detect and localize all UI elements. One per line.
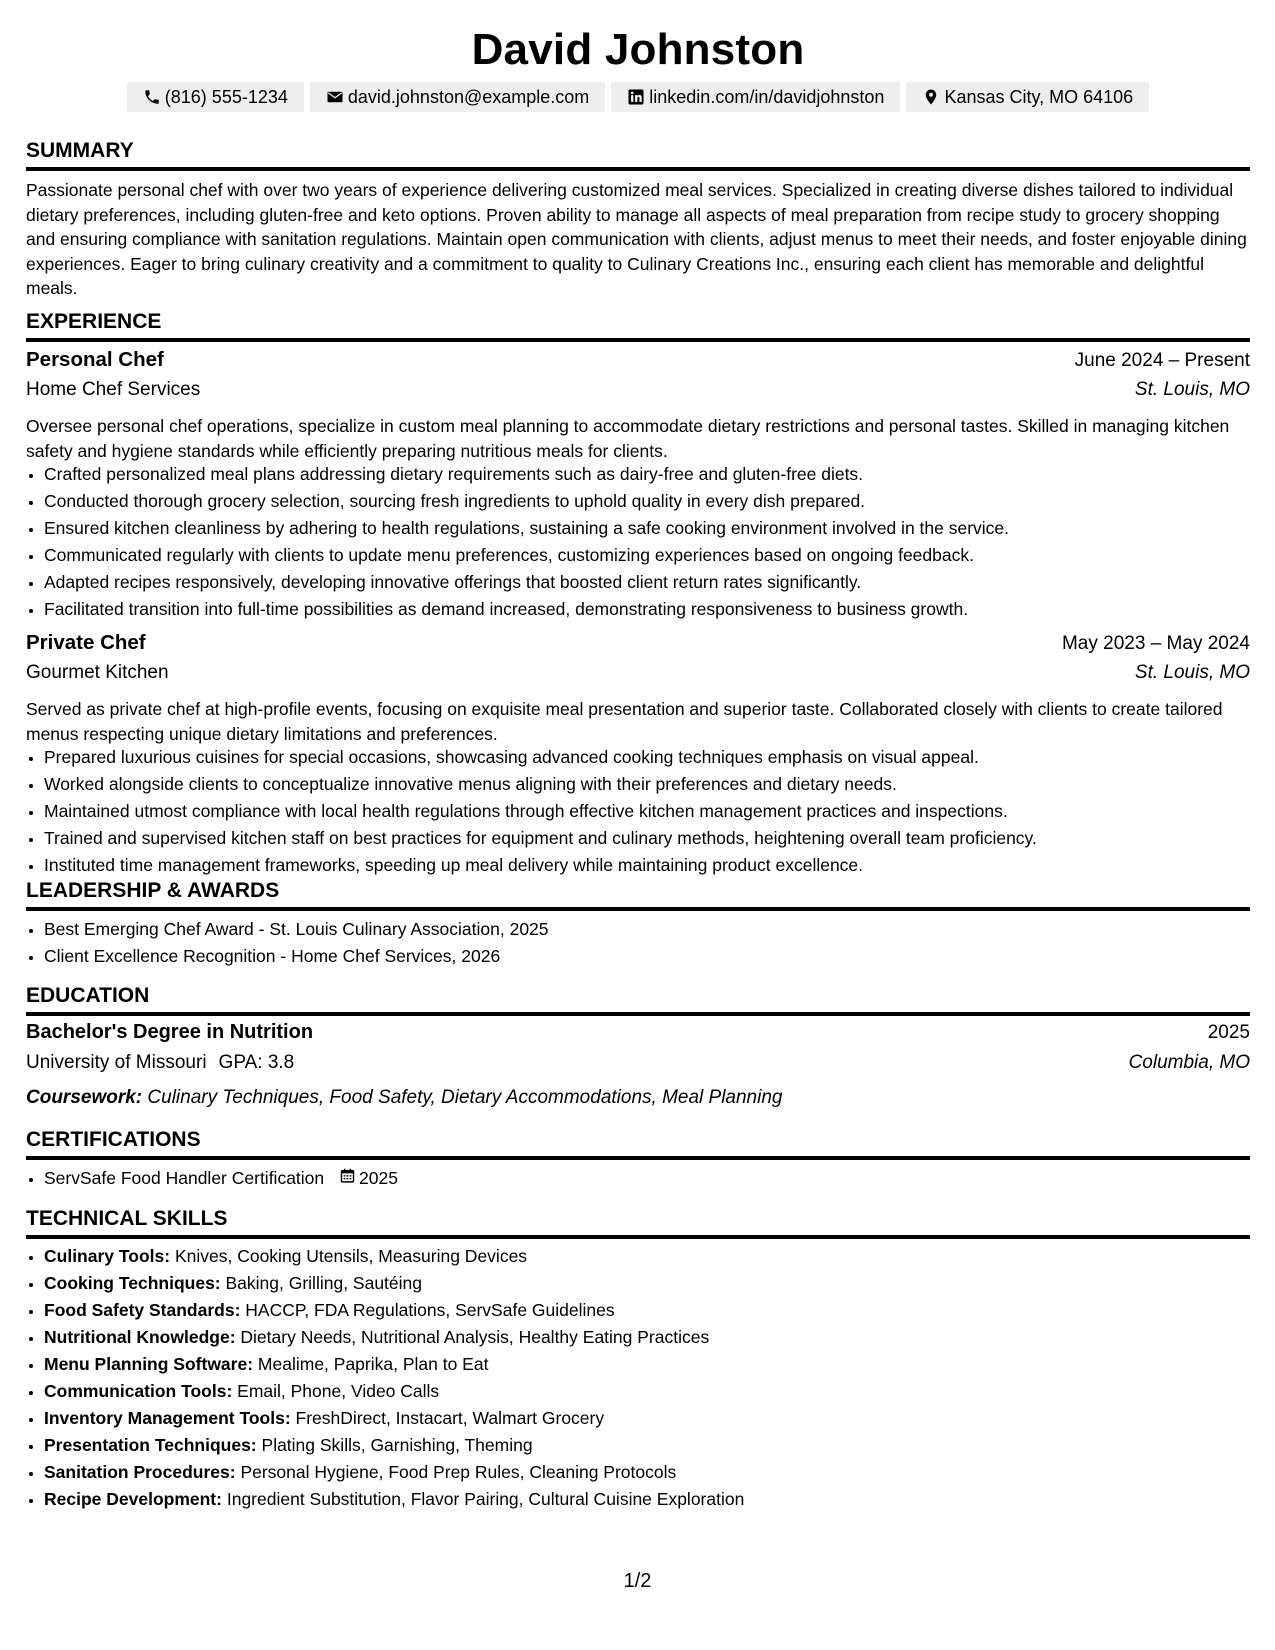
list-item (44, 1486, 1250, 1513)
list-item: • Conducted thorough grocery selection, sourcing fresh ingredients to uphold quality in every dish prepared. (44, 488, 1250, 515)
skill-label: Food Safety Standards: (44, 1300, 241, 1320)
job-entry (26, 348, 1250, 623)
contact-email-text: david.johnston@example.com (347, 87, 590, 107)
skill-label: Nutritional Knowledge: (44, 1327, 236, 1347)
skill-label: Communication Tools: (44, 1381, 233, 1401)
list-item: • Ensured kitchen cleanliness by adhering to health regulations, sustaining a safe cooking environment involved in the service. (44, 515, 1250, 542)
list-item: • Instituted time management frameworks, speeding up meal delivery while maintaining product excellence. (44, 852, 1250, 879)
graduation-year: 2025 (1207, 1022, 1250, 1043)
envelope-icon (326, 88, 344, 106)
coursework-label: Coursework: (26, 1087, 143, 1108)
skill-value: FreshDirect, Instacart, Walmart Grocery (295, 1408, 605, 1428)
list-item (44, 1165, 1250, 1192)
map-pin-icon (922, 88, 940, 106)
skills-section (26, 1206, 1250, 1513)
calendar-icon (339, 1165, 356, 1192)
list-item (44, 1405, 1250, 1432)
coursework (26, 1087, 1250, 1109)
list-item (44, 1378, 1250, 1405)
job-company: Home Chef Services (26, 379, 201, 400)
summary-heading: SUMMARY (26, 138, 1250, 171)
list-item: • Trained and supervised kitchen staff on best practices for equipment and culinary methods, heightening overall team proficiency. (44, 825, 1250, 852)
summary-text: Passionate personal chef with over two years of experience delivering customized meal services. Specialized in creating diverse dishes tailored to individual dietary preferences, including gluten-free and keto options. Proven ability to manage all aspects of meal preparation from recipe study to grocery shopping and ensuring compliance with sanitation regulations. Maintain open communication with clients, adjust menus to meet their needs, and foster enjoyable dining experiences. Eager to bring culinary creativity and a commitment to quality to Culinary Creations Inc., ensuring each client has memorable and delightful meals. (26, 180, 1247, 298)
skill-label: Sanitation Procedures: (44, 1462, 236, 1482)
list-item (44, 1243, 1250, 1270)
job-title: Personal Chef (26, 348, 164, 371)
certification-name: ServSafe Food Handler Certification (44, 1168, 325, 1188)
skill-value: Baking, Grilling, Sautéing (225, 1273, 422, 1293)
skill-label: Recipe Development: (44, 1489, 222, 1509)
gpa: GPA: 3.8 (218, 1052, 295, 1073)
skill-label: Culinary Tools: (44, 1246, 171, 1266)
skill-value: Knives, Cooking Utensils, Measuring Devices (174, 1246, 528, 1266)
list-item (44, 1270, 1250, 1297)
list-item (44, 1432, 1250, 1459)
contact-location (906, 82, 1149, 112)
skills-heading: TECHNICAL SKILLS (26, 1206, 1250, 1239)
list-item: • Crafted personalized meal plans addressing dietary requirements such as dairy-free and gluten-free diets. (44, 461, 1250, 488)
skill-value: Email, Phone, Video Calls (237, 1381, 440, 1401)
contact-linkedin-text: linkedin.com/in/davidjohnston (649, 87, 885, 107)
job-location: St. Louis, MO (1134, 379, 1250, 400)
job-dates: May 2023 – May 2024 (1061, 633, 1250, 654)
phone-icon (143, 88, 161, 106)
job-description: Served as private chef at high-profile events, focusing on exquisite meal presentation and superior taste. Collaborated closely with clients to create tailored menus respecting unique dietary limitations and preferences. (26, 699, 1223, 744)
list-item: • Client Excellence Recognition - Home Chef Services, 2026 (44, 943, 1250, 970)
job-location: St. Louis, MO (1134, 662, 1250, 683)
certifications-list (26, 1165, 1250, 1192)
skill-label: Presentation Techniques: (44, 1435, 257, 1455)
list-item (44, 1324, 1250, 1351)
skill-value: Dietary Needs, Nutritional Analysis, Healthy Eating Practices (240, 1327, 710, 1347)
skill-label: Inventory Management Tools: (44, 1408, 291, 1428)
contact-linkedin[interactable] (611, 82, 900, 112)
skill-label: Cooking Techniques: (44, 1273, 221, 1293)
certifications-section (26, 1127, 1250, 1192)
leadership-heading: LEADERSHIP & AWARDS (26, 878, 1250, 911)
awards-list (26, 916, 1250, 970)
school-name: University of Missouri (26, 1052, 207, 1073)
contact-phone-text: (816) 555-1234 (164, 87, 288, 107)
list-item (44, 1351, 1250, 1378)
skills-list (26, 1243, 1250, 1513)
summary-section (26, 138, 1250, 301)
education-heading: EDUCATION (26, 983, 1250, 1016)
page-number: 1/2 (623, 1570, 652, 1592)
contact-location-text: Kansas City, MO 64106 (944, 87, 1134, 107)
degree-title: Bachelor's Degree in Nutrition (26, 1021, 314, 1043)
skill-value: Mealime, Paprika, Plan to Eat (257, 1354, 489, 1374)
job-bullets (26, 744, 1250, 879)
list-item (44, 1297, 1250, 1324)
candidate-name: David Johnston (471, 25, 805, 74)
contact-email[interactable] (310, 82, 605, 112)
skill-value: Ingredient Substitution, Flavor Pairing, Cultural Cuisine Exploration (226, 1489, 745, 1509)
list-item: • Maintained utmost compliance with local health regulations through effective kitchen management practices and inspections. (44, 798, 1250, 825)
skill-value: Plating Skills, Garnishing, Theming (261, 1435, 533, 1455)
list-item: • Adapted recipes responsively, developing innovative offerings that boosted client return rates significantly. (44, 569, 1250, 596)
contact-phone[interactable] (127, 82, 304, 112)
linkedin-icon (627, 88, 645, 106)
list-item: • Worked alongside clients to conceptualize innovative menus aligning with their preferences and dietary needs. (44, 771, 1250, 798)
experience-section (26, 309, 1250, 879)
leadership-section (26, 878, 1250, 970)
skill-value: HACCP, FDA Regulations, ServSafe Guidelines (245, 1300, 615, 1320)
experience-heading: EXPERIENCE (26, 309, 1250, 342)
job-title: Private Chef (26, 631, 146, 654)
list-item: • Facilitated transition into full-time possibilities as demand increased, demonstrating responsiveness to business growth. (44, 596, 1250, 623)
contact-bar (26, 82, 1250, 112)
school-location: Columbia, MO (1128, 1052, 1250, 1073)
education-section (26, 983, 1250, 1109)
certification-date: 2025 (359, 1168, 398, 1188)
resume-page (26, 0, 1250, 1509)
list-item: • Communicated regularly with clients to update menu preferences, customizing experiences based on ongoing feedback. (44, 542, 1250, 569)
certifications-heading: CERTIFICATIONS (26, 1127, 1250, 1160)
job-entry (26, 631, 1250, 879)
job-bullets (26, 461, 1250, 623)
skill-label: Menu Planning Software: (44, 1354, 254, 1374)
skill-value: Personal Hygiene, Food Prep Rules, Cleaning Protocols (240, 1462, 677, 1482)
job-company: Gourmet Kitchen (26, 662, 169, 683)
job-dates: June 2024 – Present (1074, 350, 1250, 371)
coursework-list: Culinary Techniques, Food Safety, Dietary Accommodations, Meal Planning (147, 1087, 783, 1108)
list-item (44, 1459, 1250, 1486)
job-description: Oversee personal chef operations, specialize in custom meal planning to accommodate dietary restrictions and personal tastes. Skilled in managing kitchen safety and hygiene standards while efficiently preparing nutritious meals for clients. (26, 416, 1230, 461)
list-item: • Prepared luxurious cuisines for special occasions, showcasing advanced cooking techniques emphasis on visual appeal. (44, 744, 1250, 771)
list-item: • Best Emerging Chef Award - St. Louis Culinary Association, 2025 (44, 916, 1250, 943)
